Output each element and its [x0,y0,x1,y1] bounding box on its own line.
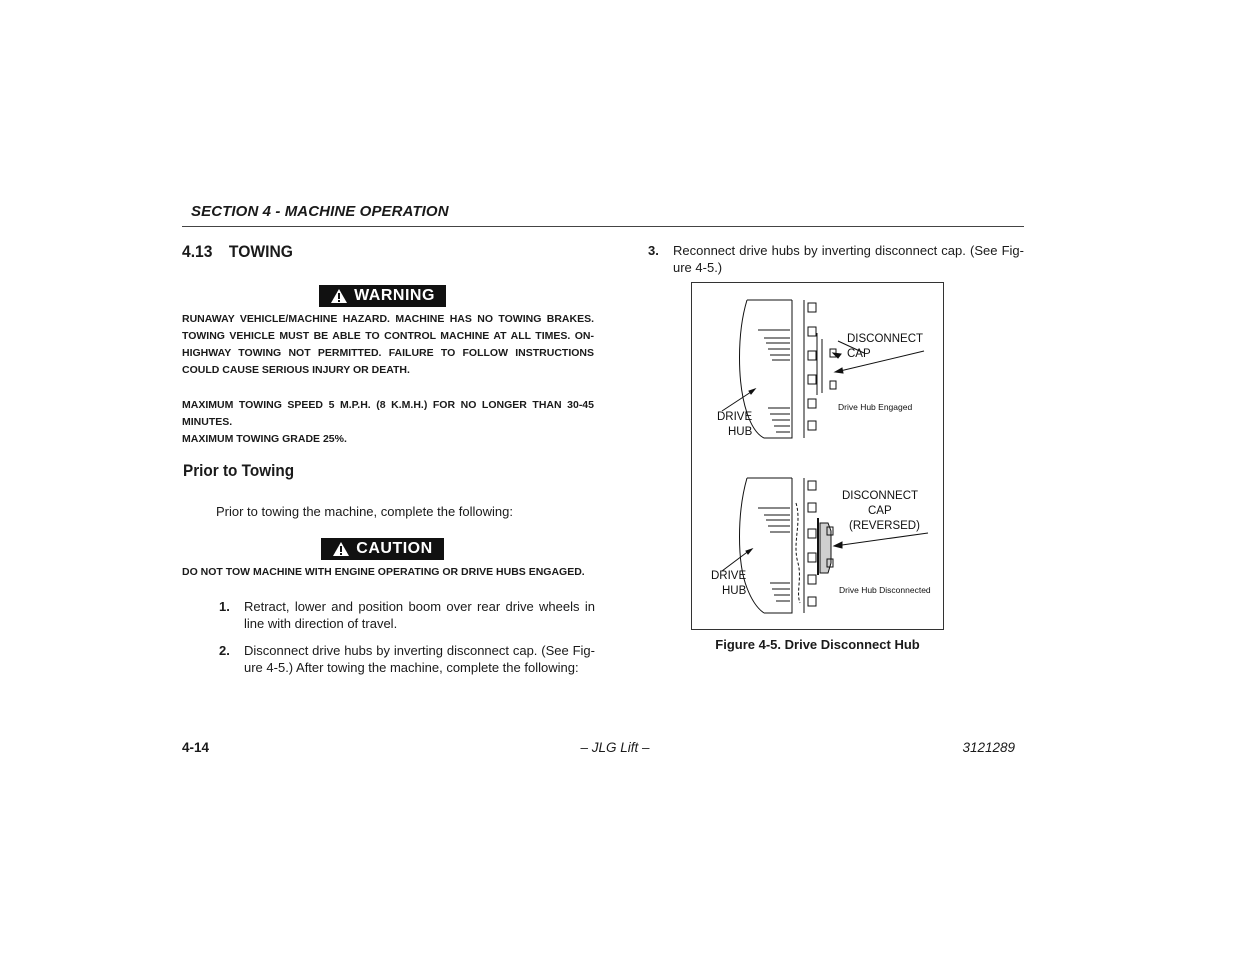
top-cap-label-1: DISCONNECT [847,333,924,345]
bottom-cap-label-2: CAP [868,505,892,517]
bottom-state-label: Drive Hub Disconnected [839,585,931,595]
top-cap-label-2: CAP [847,348,871,360]
figure-caption: Figure 4-5. Drive Disconnect Hub [715,637,920,652]
caution-text: DO NOT TOW MACHINE WITH ENGINE OPERATING OR DRIVE HUBS ENGAGED. [182,566,585,578]
document-number: 3121289 [962,740,1015,755]
step-2 [219,642,595,676]
step-text: Retract, lower and position boom over rear drive wheels in line with direction of travel. [244,599,595,631]
warning-text-1: RUNAWAY VEHICLE/MACHINE HAZARD. MACHINE HAS NO TOWING BRAKES. TOWING VEHICLE MUST BE ABLE TO CONTROL MACHINE AT ALL TIMES. ON-HIGHWAY TOWING NOT PERMITTED. FAILURE TO FOLLOW INSTRUCTIONS COULD CAUSE SERIOUS INJURY OR DEATH. [182,313,594,376]
top-state-label: Drive Hub Engaged [838,402,913,412]
figure-drive-disconnect-hub [691,282,944,630]
warning-triangle-icon [330,288,348,304]
warning-triangle-icon [332,541,350,557]
section-header: SECTION 4 - MACHINE OPERATION [191,203,449,220]
top-hub-label-1: DRIVE [717,411,753,423]
step-number: 3. [648,243,659,258]
top-hub-label-2: HUB [728,426,753,438]
intro-text: Prior to towing the machine, complete the following: [216,504,513,519]
step-number: 2. [219,643,230,658]
bottom-hub-label-1: DRIVE [711,570,747,582]
bottom-hub-label-2: HUB [722,585,747,597]
step-text: Reconnect drive hubs by inverting disconnect cap. (See Fig-ure 4-5.) [673,243,1024,275]
footer-center: – JLG Lift – [580,740,650,755]
step-3 [648,242,1024,276]
subsection-title: Prior to Towing [183,461,295,480]
caution-label: CAUTION [356,540,433,557]
step-number: 1. [219,599,230,614]
bottom-cap-label-1: DISCONNECT [842,490,919,502]
section-title-text: TOWING [228,242,293,261]
caution-signal [321,538,444,560]
section-title [182,242,293,262]
warning-text-3: MAXIMUM TOWING GRADE 25%. [182,433,347,445]
header-rule [182,226,1024,227]
step-1 [219,598,595,632]
bottom-cap-label-3: (REVERSED) [849,520,920,532]
page-number: 4-14 [182,740,210,755]
warning-text-2: MAXIMUM TOWING SPEED 5 M.P.H. (8 K.M.H.) FOR NO LONGER THAN 30-45 MINUTES. [182,399,594,428]
drive-hub-illustration [692,283,943,629]
section-number: 4.13 [182,242,213,261]
warning-signal [319,285,446,307]
warning-label: WARNING [354,287,435,304]
step-text: Disconnect drive hubs by inverting disconnect cap. (See Fig-ure 4-5.) After towing the machine, complete the following: [244,643,595,675]
